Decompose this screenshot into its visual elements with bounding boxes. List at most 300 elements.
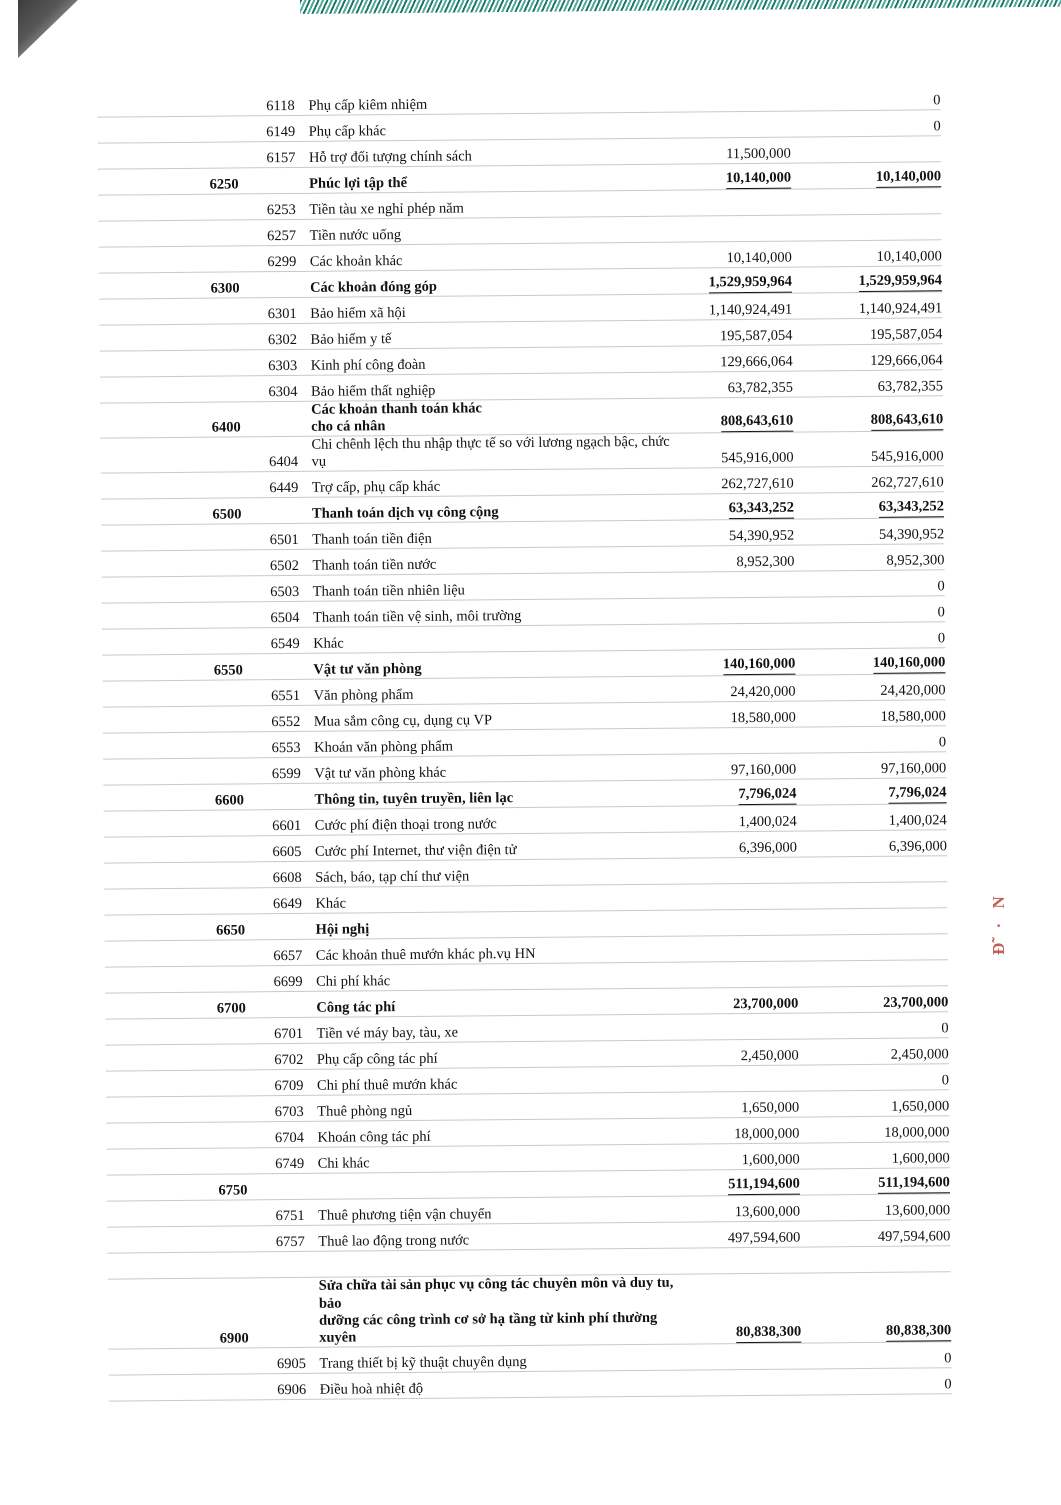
cell-amount-2-value: 63,343,252 [879,499,944,519]
table-body [97,84,951,1401]
cell-amount-1 [685,1248,800,1275]
cell-sub-code: 6704 [261,1122,317,1148]
margin-seal-stamp: Đ̃ · N [989,891,1008,955]
cell-sub-code: 6299 [254,245,310,271]
cell-amount-1 [682,884,797,911]
cell-amount-2 [791,214,941,241]
cell-margin-left [98,221,135,247]
description-line-2: cho cá nhân [311,418,386,435]
description-line-1: Thanh toán tiền nước [312,557,437,575]
description-line-1: Sửa chữa tài sản phục vụ công tác chuyên môn và duy tu, bảo [318,1275,674,1312]
cell-sub-code: 6157 [253,141,309,167]
cell-sub-code [253,167,309,193]
cell-margin-left [100,403,137,439]
description-line-1: Điều hoà nhiệt độ [319,1380,424,1398]
cell-sub-code: 6449 [256,472,312,498]
cell-group-code [203,1122,261,1149]
cell-amount-1: 54,390,952 [679,520,794,547]
cell-amount-1-value: 808,643,610 [721,413,794,433]
cell-sub-code: 6504 [257,602,313,628]
table-row [108,1272,952,1349]
cell-margin-left [102,681,139,707]
cell-sub-code [255,401,311,437]
cell-description [317,1119,684,1148]
cell-amount-1 [682,910,797,937]
cell-amount-1: 1,600,000 [685,1144,800,1171]
cell-group-code [196,246,254,273]
cell-amount-1 [676,163,791,190]
cell-amount-1: 13,600,000 [685,1196,800,1223]
cell-description [315,833,682,862]
cell-group-code [205,1348,263,1375]
cell-group-code: 6300 [196,272,254,299]
cell-group-code [202,940,260,967]
cell-description [317,1067,684,1096]
cell-sub-code [260,992,316,1018]
cell-amount-2 [800,1168,950,1195]
cell-margin-left [101,551,138,577]
cell-margin-left [107,1149,144,1175]
cell-amount-1: 129,666,064 [678,345,793,372]
cell-group-code [204,1226,262,1253]
cell-margin-left [105,967,142,993]
cell-group-code: 6500 [198,498,256,525]
cell-margin-left [105,1019,142,1045]
description-line-1: Trợ cấp, phụ cấp khác [311,479,441,497]
cell-margin-left [106,1045,143,1071]
cell-amount-1 [676,189,791,216]
cell-margin-inner [143,1045,203,1072]
cell-amount-2: 97,160,000 [796,752,946,779]
cell-amount-1: 63,782,355 [678,371,793,398]
description-line-1: Khác [315,895,347,913]
cell-amount-2: 129,666,064 [793,344,943,371]
cell-margin-inner [137,438,197,474]
cell-description [310,320,677,349]
cell-amount-1: 1,140,924,491 [677,293,792,320]
cell-sub-code: 6751 [262,1200,318,1226]
cell-amount-2 [791,162,941,189]
cell-margin-left [100,377,137,403]
cell-description [316,989,683,1018]
cell-margin-left [100,351,137,377]
cell-margin-left [104,889,141,915]
cell-margin-inner [142,915,202,942]
cell-sub-code: 6601 [259,810,315,836]
cell-margin-left [102,629,139,655]
cell-margin-inner [136,246,196,273]
cell-amount-1 [675,86,790,113]
cell-sub-code: 6599 [258,758,314,784]
cell-description [311,398,678,436]
cell-description [314,781,681,810]
cell-amount-1-value: 1,529,959,964 [709,274,793,294]
cell-group-code: 6750 [204,1174,262,1201]
cell-amount-1 [676,215,791,242]
cell-margin-left [109,1375,146,1401]
cell-margin-inner [144,1201,204,1228]
cell-amount-1 [680,598,795,625]
cell-group-code [197,376,255,403]
cell-amount-1: 195,587,054 [677,319,792,346]
description-line-1: Các khoản đóng góp [309,278,438,296]
cell-group-code [204,1252,262,1279]
cell-margin-inner [137,350,197,377]
cell-margin-inner [142,941,202,968]
description-line-1: Thuê phương tiện vận chuyển [318,1206,492,1225]
description-line-1: Công tác phí [316,999,396,1017]
cell-margin-left [107,1253,144,1279]
cell-description [309,112,676,141]
cell-amount-2 [801,1272,952,1343]
description-line-1: Chi phí thuê mướn khác [316,1076,458,1095]
cell-description [318,1223,685,1252]
cell-margin-inner [140,785,200,812]
cell-amount-2: 0 [798,1012,948,1039]
description-line-1: Các khoản khác [309,252,403,270]
cell-margin-inner [135,220,195,247]
cell-sub-code: 6118 [252,90,308,116]
cell-group-code: 6400 [197,402,255,438]
cell-group-code [196,298,254,325]
cell-amount-2-value: 80,838,300 [886,1322,951,1342]
cell-amount-1 [681,728,796,755]
cell-group-code [204,1200,262,1227]
cell-group-code: 6250 [195,168,253,195]
cell-margin-left [99,247,136,273]
cell-group-code [200,706,258,733]
cell-description [309,216,676,245]
cell-amount-1: 262,727,610 [679,468,794,495]
cell-group-code [200,732,258,759]
cell-amount-2: 1,600,000 [800,1142,950,1169]
cell-margin-inner [134,91,194,117]
cell-margin-left [102,577,139,603]
cell-margin-inner [136,324,196,351]
cell-amount-2: 497,594,600 [800,1220,950,1247]
cell-sub-code: 6301 [254,297,310,323]
cell-group-code [204,1148,262,1175]
cell-group-code [203,1096,261,1123]
cell-amount-2: 6,396,000 [797,830,947,857]
cell-margin-left [99,325,136,351]
cell-amount-2 [791,136,941,163]
cell-sub-code: 6553 [258,732,314,758]
cell-amount-1: 1,400,024 [682,806,797,833]
cell-margin-left [98,195,135,221]
description-line-1: Cước phí Internet, thư viện điện tử [314,842,517,861]
cell-amount-2: 10,140,000 [792,240,942,267]
cell-amount-1 [686,1343,801,1370]
cell-amount-2: 0 [801,1368,951,1395]
cell-group-code: 6700 [202,992,260,1019]
cell-margin-inner [135,168,195,195]
cell-sub-code [262,1252,318,1278]
description-line-1: Thanh toán tiền nhiên liệu [312,582,465,601]
cell-margin-left [107,1201,144,1227]
cell-sub-code: 6503 [257,576,313,602]
cell-margin-left [104,811,141,837]
cell-group-code [195,116,253,143]
cell-group-code [198,524,256,551]
cell-sub-code: 6749 [262,1148,318,1174]
cell-amount-1: 10,140,000 [677,241,792,268]
description-line-1: Vật tư văn phòng khác [314,764,447,783]
cell-margin-inner [145,1279,206,1349]
cell-sub-code: 6404 [255,437,311,473]
cell-description [318,1145,685,1174]
cell-amount-1: 545,916,000 [678,432,793,468]
cell-amount-1-value: 140,160,000 [723,656,796,676]
cell-sub-code: 6551 [257,680,313,706]
cell-sub-code [260,914,316,940]
cell-margin-left [97,91,134,117]
cell-description [314,729,681,758]
cell-margin-left [108,1279,146,1349]
cell-margin-left [99,299,136,325]
description-line-1: Khoán công tác phí [317,1129,431,1147]
cell-sub-code [254,271,310,297]
cell-amount-2: 54,390,952 [794,518,944,545]
description-line-1: Chi phí khác [316,973,391,991]
description-line-1: Sách, báo, tạp chí thư viện [315,868,470,887]
cell-margin-left [106,1123,143,1149]
cell-description [313,599,680,628]
cell-margin-inner [144,1227,204,1254]
cell-amount-2 [796,778,946,805]
cell-description [315,807,682,836]
cell-amount-1: 23,700,000 [683,988,798,1015]
cell-group-code [199,576,257,603]
cell-margin-inner [137,402,197,438]
cell-margin-inner [139,655,199,682]
cell-amount-2 [797,908,947,935]
cell-margin-inner [144,1253,204,1280]
cell-sub-code [258,784,314,810]
cell-amount-1: 18,580,000 [681,702,796,729]
cell-amount-1: 8,952,300 [679,546,794,573]
cell-sub-code: 6649 [259,888,315,914]
cell-margin-inner [143,1123,203,1150]
cell-margin-inner [141,811,201,838]
cell-description [310,268,677,297]
cell-group-code [201,836,259,863]
cell-amount-2 [792,266,942,293]
cell-amount-1 [677,267,792,294]
cell-margin-left [103,759,140,785]
cell-sub-code: 6257 [253,219,309,245]
cell-margin-inner [142,967,202,994]
description-line-1: Kinh phí công đoàn [310,356,426,374]
cell-sub-code: 6302 [254,323,310,349]
cell-group-code [196,324,254,351]
cell-amount-2-value: 1,529,959,964 [859,272,943,292]
cell-margin-inner [135,194,195,221]
cell-description [309,138,676,167]
cell-sub-code: 6702 [261,1044,317,1070]
cell-margin-inner [135,142,195,169]
cell-margin-left [101,525,138,551]
cell-margin-inner [141,863,201,890]
description-line-1: Thuê phòng ngủ [317,1103,413,1121]
cell-group-code [194,90,252,116]
cell-sub-code: 6709 [261,1070,317,1096]
description-line-1: Tiền nước uống [309,226,402,244]
cell-margin-inner [138,473,198,500]
cell-group-code [195,194,253,221]
cell-sub-code: 6608 [259,862,315,888]
cell-amount-1 [680,624,795,651]
cell-margin-left [103,733,140,759]
cell-description [319,1275,687,1348]
cell-sub-code: 6549 [257,628,313,654]
cell-margin-left [108,1349,145,1375]
cell-description [311,433,678,471]
cell-amount-2: 0 [795,570,945,597]
cell-amount-1-value: 63,343,252 [729,500,794,520]
cell-group-code [203,1070,261,1097]
cell-amount-1 [680,572,795,599]
cell-amount-2 [798,960,948,987]
cell-amount-1: 6,396,000 [682,832,797,859]
cell-amount-2: 0 [791,110,941,137]
cell-description [316,963,683,992]
cell-sub-code: 6701 [260,1018,316,1044]
description-line-1: Bảo hiểm thất nghiệp [310,382,436,400]
cell-description [316,911,683,940]
cell-group-code [199,628,257,655]
cell-amount-2: 0 [796,726,946,753]
cell-description [319,1344,686,1373]
cell-group-code [201,888,259,915]
cell-description [312,469,679,498]
cell-amount-2-value: 10,140,000 [876,168,941,188]
cell-margin-left [107,1175,144,1201]
cell-group-code [197,437,255,473]
cell-amount-1 [683,936,798,963]
cell-margin-inner [139,629,199,656]
cell-description [316,937,683,966]
cell-amount-1-value: 10,140,000 [726,170,791,190]
cell-amount-1 [687,1369,802,1396]
cell-sub-code: 6905 [263,1347,319,1373]
cell-group-code [195,220,253,247]
cell-description [317,1093,684,1122]
cell-group-code [201,862,259,889]
cell-description [312,547,679,576]
cell-margin-inner [144,1149,204,1176]
cell-amount-2: 545,916,000 [793,431,943,468]
cell-amount-1 [680,650,795,677]
cell-group-code [200,758,258,785]
cell-group-code [202,1018,260,1045]
cell-amount-1 [684,1066,799,1093]
cell-group-code [198,472,256,499]
cell-amount-1: 1,650,000 [684,1092,799,1119]
description-line-1: Phụ cấp kiêm nhiệm [308,96,428,114]
cell-amount-1: 2,450,000 [684,1040,799,1067]
cell-amount-1 [676,111,791,138]
cell-description [315,885,682,914]
cell-margin-left [98,117,135,143]
cell-margin-inner [141,889,201,916]
cell-margin-inner [135,116,195,143]
cell-amount-2 [798,934,948,961]
cell-sub-code: 6657 [260,940,316,966]
cell-description [314,703,681,732]
cell-margin-inner [144,1175,204,1202]
description-line-1: Khác [313,635,344,653]
cell-amount-2 [795,648,945,675]
cell-description [314,755,681,784]
cell-amount-2: 0 [795,596,945,623]
cell-amount-1 [682,858,797,885]
cell-group-code: 6550 [199,654,257,681]
cell-amount-1: 24,420,000 [680,676,795,703]
description-line-1: Bảo hiểm xã hội [310,304,406,322]
cell-description [313,651,680,680]
description-line-1: Thanh toán tiền vệ sinh, môi trường [312,608,522,627]
cell-margin-left [101,473,138,499]
cell-margin-left [103,785,140,811]
cell-sub-code [262,1174,318,1200]
cell-margin-left [104,837,141,863]
cell-amount-2: 18,000,000 [799,1116,949,1143]
cell-sub-code: 6757 [262,1226,318,1252]
cell-sub-code [256,498,312,524]
description-line-1: Tiền tàu xe nghỉ phép năm [309,200,464,218]
cell-amount-2 [791,188,941,215]
cell-margin-inner [136,298,196,325]
cell-amount-1-value: 7,796,024 [738,786,796,806]
cell-description [309,190,676,219]
description-line-1: Chi khác [317,1155,370,1173]
cell-description [308,87,675,116]
cell-group-code [202,966,260,993]
cell-description [310,242,677,271]
cell-margin-left [101,499,138,525]
cell-margin-inner [139,577,199,604]
cell-description [309,164,676,193]
cell-amount-1 [683,1014,798,1041]
description-line-1: Mua sắm công cụ, dụng cụ VP [313,712,493,731]
cell-sub-code: 6502 [256,550,312,576]
cell-margin-inner [138,525,198,552]
cell-amount-2: 0 [795,622,945,649]
cell-amount-2: 1,400,024 [797,804,947,831]
cell-sub-code [263,1278,320,1348]
cell-group-code [201,810,259,837]
cell-group-code [197,350,255,377]
cell-group-code: 6900 [205,1278,264,1348]
cell-margin-inner [138,499,198,526]
cell-amount-2: 195,587,054 [792,318,942,345]
cell-sub-code [257,654,313,680]
cell-margin-inner [136,272,196,299]
cell-margin-left [105,915,142,941]
cell-margin-left [106,1071,143,1097]
description-line-1: Các khoản thanh toán khác [311,400,483,418]
cell-margin-left [102,655,139,681]
cell-group-code [198,550,256,577]
cell-amount-2: 23,700,000 [798,986,948,1013]
cell-amount-2: 262,727,610 [794,466,944,493]
cell-margin-inner [140,733,200,760]
description-line-1: Trang thiết bị kỹ thuật chuyên dụng [319,1353,527,1372]
cell-amount-1-value: 511,194,600 [728,1176,800,1196]
cell-sub-code: 6605 [259,836,315,862]
cell-margin-inner [143,1097,203,1124]
